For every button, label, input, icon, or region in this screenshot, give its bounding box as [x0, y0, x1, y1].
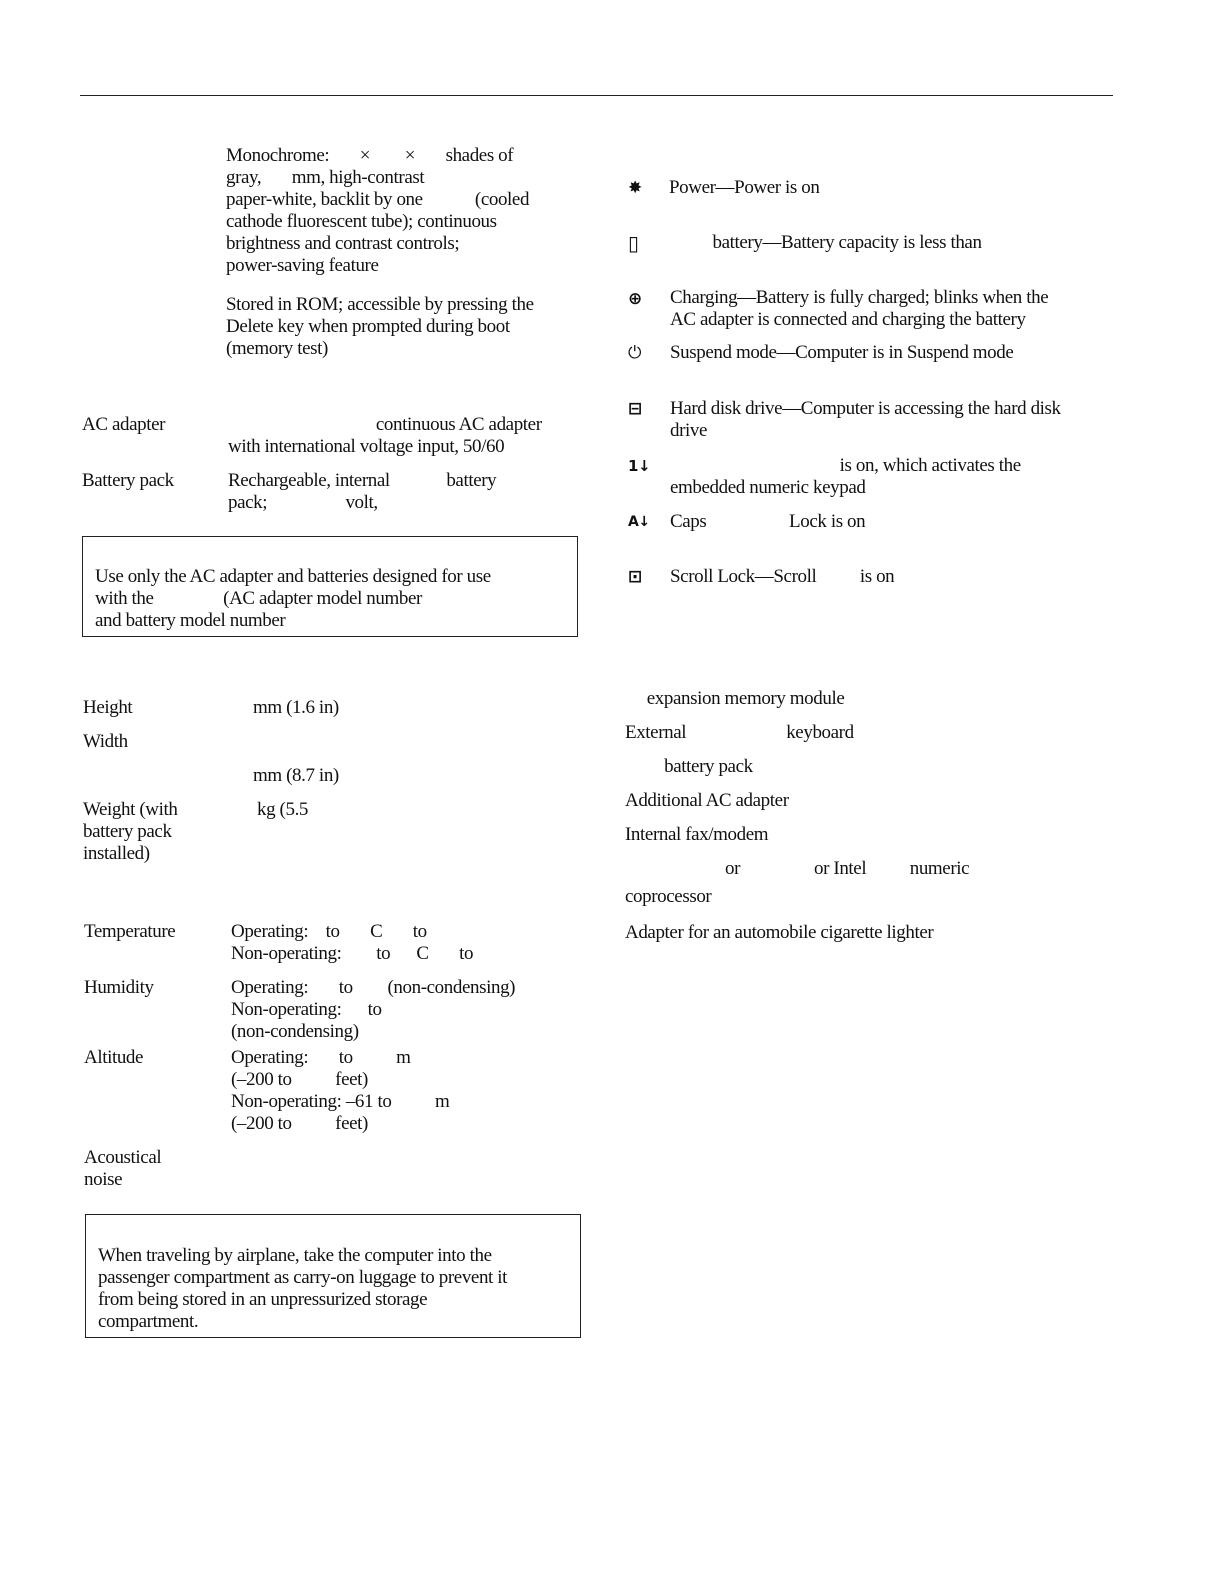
- text-line: (–200 to feet): [231, 1069, 368, 1090]
- text-line: Stored in ROM; accessible by pressing the: [226, 294, 534, 315]
- text-line: AC adapter is connected and charging the battery: [670, 309, 1026, 330]
- charging-icon: ⊕: [628, 289, 642, 309]
- options-list: [625, 682, 969, 950]
- hard-disk-icon: ⊟: [628, 399, 642, 419]
- text-line: pack; volt,: [228, 492, 378, 513]
- text-line: and battery model number: [95, 610, 286, 631]
- text-line: from being stored in an unpressurized storage: [98, 1289, 428, 1310]
- option-item: coprocessor: [625, 886, 712, 907]
- text-line: Non-operating: to C to: [231, 943, 474, 964]
- temperature-label: Temperature: [84, 921, 176, 942]
- suspend-icon: ⏻: [628, 343, 642, 363]
- battery-icon: ▯: [628, 231, 639, 255]
- humidity-label: Humidity: [84, 977, 154, 998]
- text-line: is on, which activates the: [670, 455, 1021, 476]
- text-line: with international voltage input, 50/60: [228, 436, 505, 457]
- indicator-num-lock: [670, 455, 1021, 499]
- text-line: Non-operating: –61 to m: [231, 1091, 450, 1112]
- text-line: with the (AC adapter model number: [95, 588, 422, 609]
- battery-pack-spec: [228, 470, 496, 514]
- text-line: Operating: to C to: [231, 921, 427, 942]
- text-line: (–200 to feet): [231, 1113, 368, 1134]
- acoustical-noise-label: Acoustical noise: [84, 1147, 162, 1190]
- text-line: cathode fluorescent tube); continuous: [226, 211, 497, 232]
- text-line: passenger compartment as carry-on luggage to prevent it: [98, 1267, 508, 1288]
- ac-adapter-spec: [228, 414, 542, 458]
- text-line: Non-operating: to: [231, 999, 382, 1020]
- text-line: brightness and contrast controls;: [226, 233, 460, 254]
- text-line: Hard disk drive—Computer is accessing the hard disk: [670, 398, 1061, 419]
- caps-lock-icon: A↓: [628, 514, 650, 530]
- option-item: External keyboard: [625, 722, 854, 743]
- width-value: mm (8.7 in): [253, 765, 339, 786]
- text-line: Delete key when prompted during boot: [226, 316, 510, 337]
- text-line: When traveling by airplane, take the computer into the: [98, 1245, 492, 1266]
- option-item: battery pack: [625, 756, 753, 777]
- option-item: expansion memory module: [625, 688, 845, 709]
- indicator-scroll-lock: [670, 566, 894, 588]
- text-line: (memory test): [226, 338, 328, 359]
- indicator-power: [669, 177, 819, 199]
- text-line: (non-condensing): [231, 1021, 359, 1042]
- text-line: compartment.: [98, 1311, 199, 1332]
- temperature-spec: [231, 921, 473, 965]
- width-label: Width: [83, 731, 128, 752]
- text-line: Caps Lock is on: [670, 511, 866, 532]
- option-item: or or Intel numeric: [625, 858, 970, 879]
- ac-adapter-label: AC adapter: [82, 414, 166, 435]
- humidity-spec: [231, 977, 515, 1043]
- setup-spec: [226, 294, 534, 360]
- option-item: Internal fax/modem: [625, 824, 769, 845]
- power-icon: ✸: [628, 178, 642, 198]
- height-value: mm (1.6 in): [253, 697, 339, 718]
- text-line: Operating: to (non-condensing): [231, 977, 516, 998]
- battery-pack-label: Battery pack: [82, 470, 174, 491]
- indicator-hard-disk: [670, 398, 1061, 442]
- text-line: continuous AC adapter: [228, 414, 542, 435]
- weight-label: Weight (with battery pack installed): [83, 799, 178, 864]
- text-line: Use only the AC adapter and batteries designed for use: [95, 566, 491, 587]
- text-line: Charging—Battery is fully charged; blinks when the: [670, 287, 1049, 308]
- indicator-caps-lock: [670, 511, 865, 533]
- text-line: gray, mm, high-contrast: [226, 167, 425, 188]
- text-line: Rechargeable, internal battery: [228, 470, 497, 491]
- scroll-lock-icon: ⊡: [628, 567, 642, 587]
- option-item: Adapter for an automobile cigarette lighter: [625, 922, 934, 943]
- option-item: Additional AC adapter: [625, 790, 789, 811]
- text-line: drive: [670, 420, 708, 441]
- caution-text-travel: [98, 1245, 507, 1333]
- display-spec: [226, 145, 529, 277]
- text-line: embedded numeric keypad: [670, 477, 866, 498]
- indicator-suspend: [670, 342, 1013, 364]
- text-line: paper-white, backlit by one (cooled: [226, 189, 530, 210]
- weight-value: kg (5.5: [257, 799, 309, 820]
- num-lock-icon: 1↓: [628, 457, 651, 475]
- text-line: Monochrome: × × shades of: [226, 145, 514, 166]
- altitude-label: Altitude: [84, 1047, 144, 1068]
- text-line: Suspend mode—Computer is in Suspend mode: [670, 342, 1014, 363]
- indicator-charging: [670, 287, 1048, 331]
- text-line: Scroll Lock—Scroll is on: [670, 566, 895, 587]
- altitude-spec: [231, 1047, 449, 1135]
- height-label: Height: [83, 697, 133, 718]
- caution-text-power: [95, 566, 491, 632]
- text-line: Power—Power is on: [669, 177, 820, 198]
- header-rule: [80, 95, 1113, 96]
- text-line: battery—Battery capacity is less than: [669, 232, 982, 253]
- indicator-low-battery: [669, 232, 982, 254]
- text-line: Operating: to m: [231, 1047, 411, 1068]
- text-line: power-saving feature: [226, 255, 379, 276]
